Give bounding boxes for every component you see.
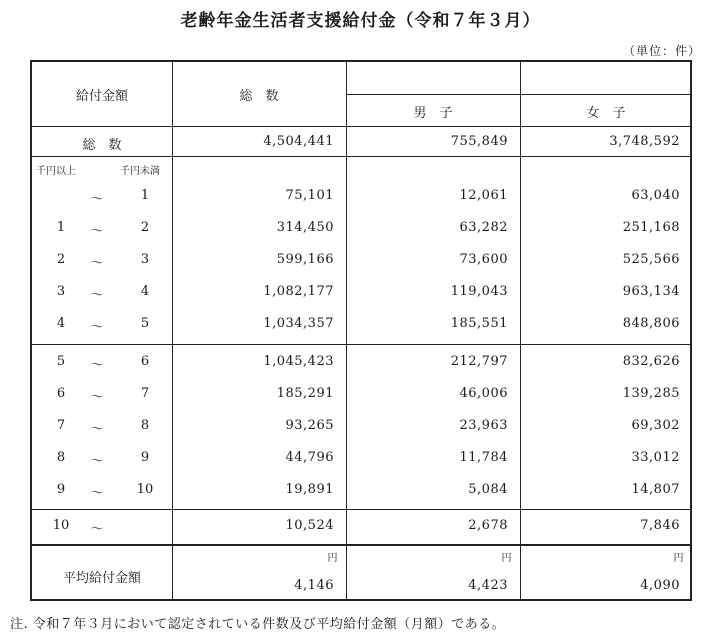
row-tilde: ～ [90, 192, 104, 207]
row-male: 12,061 [459, 188, 508, 203]
row-upper: 4 [140, 284, 150, 299]
range-lower-header: 千円以上 [36, 166, 76, 177]
row-female: 832,626 [622, 354, 680, 369]
header-amount: 給付金額 [75, 89, 128, 104]
row-total: 185,291 [276, 386, 334, 401]
row-lower: 1 [56, 220, 66, 235]
row-male: 2,678 [468, 518, 508, 533]
row-male: 63,282 [459, 220, 508, 235]
total-row-total: 4,504,441 [263, 134, 334, 149]
row-lower: 2 [56, 252, 66, 267]
row-lower: 8 [56, 450, 66, 465]
average-female: 4,090 [640, 578, 680, 593]
row-male: 46,006 [459, 386, 508, 401]
yen-unit: 円 [327, 553, 338, 564]
yen-unit: 円 [501, 553, 512, 564]
group-divider [32, 344, 690, 345]
average-divider [32, 544, 690, 546]
row-female: 139,285 [622, 386, 680, 401]
row-total: 19,891 [285, 482, 334, 497]
row-lower: 9 [56, 482, 66, 497]
row-upper: 2 [140, 220, 150, 235]
header-total: 総 数 [239, 89, 279, 104]
header-bottom-line [32, 126, 690, 127]
row-female: 525,566 [622, 252, 680, 267]
row-total: 1,082,177 [263, 284, 334, 299]
row-upper: 6 [140, 354, 150, 369]
row-female: 14,807 [631, 482, 680, 497]
row-total: 93,265 [285, 418, 334, 433]
row-tilde: ～ [90, 358, 104, 373]
row-female: 848,806 [622, 316, 680, 331]
row-upper: 7 [140, 386, 150, 401]
row-tilde: ～ [90, 454, 104, 469]
page-title: 老齢年金生活者支援給付金（令和７年３月） [180, 11, 541, 31]
row-tilde: ～ [90, 422, 104, 437]
group-divider [32, 509, 690, 510]
footnote: 注. 令和７年３月において認定されている件数及び平均給付金額（月額）である。 [10, 617, 506, 632]
row-upper: 3 [140, 252, 150, 267]
yen-unit: 円 [673, 553, 684, 564]
row-lower: 7 [56, 418, 66, 433]
row-total: 75,101 [285, 188, 334, 203]
row-total: 1,045,423 [263, 354, 334, 369]
row-male: 5,084 [468, 482, 508, 497]
row-upper: 1 [140, 188, 150, 203]
row-tilde: ～ [90, 486, 104, 501]
row-tilde: ～ [90, 224, 104, 239]
row-lower: 3 [56, 284, 66, 299]
average-total: 4,146 [294, 578, 334, 593]
row-lower: 5 [56, 354, 66, 369]
data-table [30, 60, 692, 601]
total-row-label: 総 数 [82, 138, 122, 153]
row-male: 185,551 [450, 316, 508, 331]
row-tilde: ～ [90, 320, 104, 335]
row-total: 10,524 [285, 518, 334, 533]
row-female: 7,846 [640, 518, 680, 533]
header-female: 女 子 [586, 106, 626, 121]
row-male: 119,043 [450, 284, 508, 299]
header-male: 男 子 [413, 106, 453, 121]
row-female: 63,040 [631, 188, 680, 203]
row-total: 44,796 [285, 450, 334, 465]
row-upper: 5 [140, 316, 150, 331]
row-female: 251,168 [622, 220, 680, 235]
row-total: 1,034,357 [263, 316, 334, 331]
unit-label: （単位：件） [622, 44, 701, 58]
row-upper: 8 [140, 418, 150, 433]
row-male: 11,784 [459, 450, 508, 465]
row-lower: 6 [56, 386, 66, 401]
row-total: 314,450 [276, 220, 334, 235]
row-total: 599,166 [276, 252, 334, 267]
row-male: 23,963 [459, 418, 508, 433]
row-tilde: ～ [90, 288, 104, 303]
row-male: 212,797 [450, 354, 508, 369]
row-upper: 10 [136, 482, 154, 497]
row-tilde: ～ [90, 390, 104, 405]
row-tilde: ～ [90, 256, 104, 271]
row-lower: 4 [56, 316, 66, 331]
total-row-male: 755,849 [450, 134, 508, 149]
row-upper: 9 [140, 450, 150, 465]
average-male: 4,423 [468, 578, 508, 593]
total-row-female: 3,748,592 [609, 134, 680, 149]
row-female: 33,012 [631, 450, 680, 465]
subheader-line [346, 94, 690, 95]
range-upper-header: 千円未満 [120, 166, 160, 177]
row-lower: 10 [52, 518, 70, 533]
row-female: 963,134 [622, 284, 680, 299]
average-label: 平均給付金額 [62, 571, 141, 586]
row-female: 69,302 [631, 418, 680, 433]
row-tilde: ～ [90, 522, 104, 537]
row-male: 73,600 [459, 252, 508, 267]
total-row-bottom-line [32, 156, 690, 157]
